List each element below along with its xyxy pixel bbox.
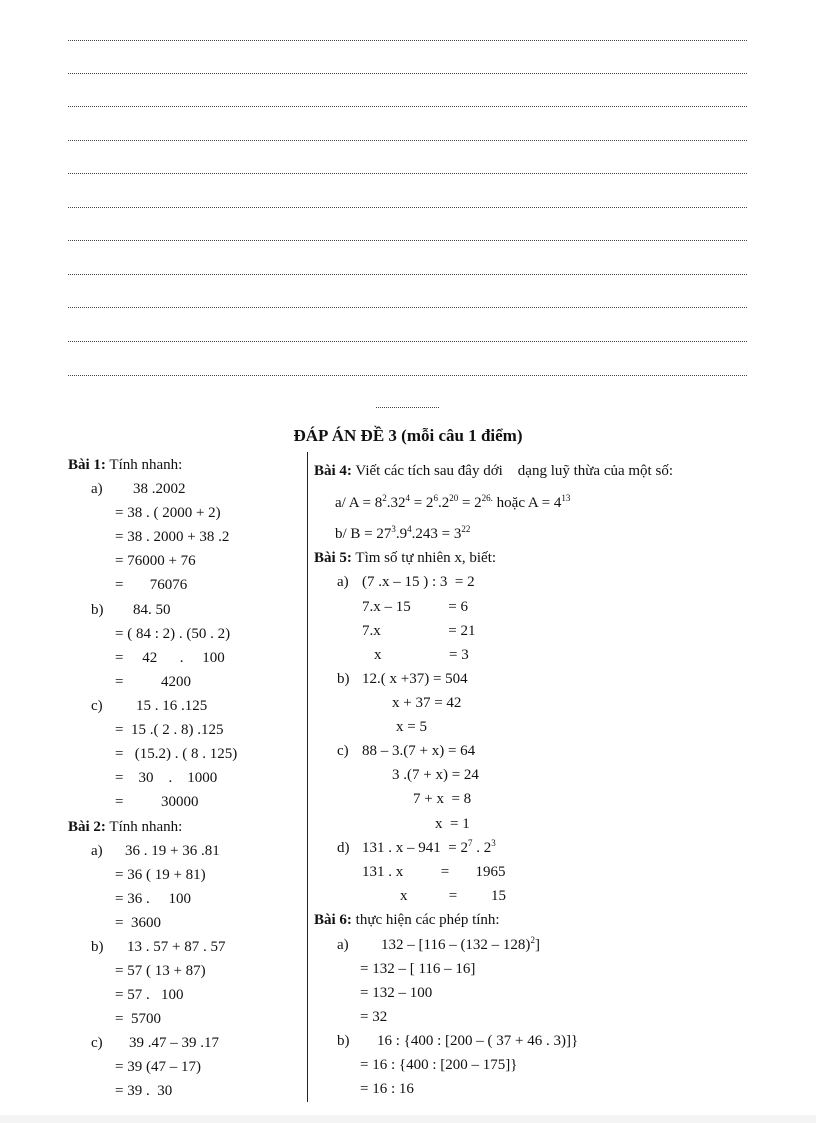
c2-step1: = 39 (47 – 17) (115, 1059, 201, 1075)
d5-label: d) (337, 840, 350, 856)
d5-step1: 131 . x = 1965 (362, 864, 506, 880)
dotted-line (68, 40, 747, 41)
bai4-label: Bài 4: (314, 463, 352, 479)
c5-step2: 7 + x = 8 (413, 791, 472, 807)
bai5-text: Tìm số tự nhiên x, biết: (355, 550, 497, 566)
column-divider (307, 452, 308, 1102)
a6-step3: = 32 (360, 1009, 388, 1025)
a5-label: a) (337, 574, 349, 590)
dotted-line (68, 274, 747, 275)
b5-step1: x + 37 = 42 (392, 695, 462, 711)
a-label: a) (91, 481, 103, 497)
a6-step2: = 132 – 100 (360, 985, 433, 1001)
c5-label: c) (337, 743, 349, 759)
dotted-line (68, 173, 747, 174)
d5-expr: 131 . $x - 941 = 2^7$ . $2^3$ (362, 838, 496, 856)
a-step3: = 76000 + 76 (115, 553, 196, 569)
d5-step2: x = 15 (400, 888, 506, 904)
b-step2: = 42 . 100 (115, 650, 225, 666)
bai4-text: Viết các tích sau đây dới dạng luỹ thừa của một số: (355, 463, 673, 479)
a5-expr: (7 .x – 15 ) : 3 = 2 (362, 574, 475, 590)
b2-label: b) (91, 939, 104, 955)
c-expr: 15 . 16 .125 (136, 698, 208, 714)
dotted-line (68, 207, 747, 208)
dotted-line (68, 73, 747, 74)
page-bottom-edge (0, 1115, 816, 1123)
a6-label: a) (337, 937, 349, 953)
dotted-line (68, 375, 747, 376)
bai2-text: Tính nhanh: (109, 819, 183, 835)
c-step2: = (15.2) . ( 8 . 125) (115, 746, 238, 762)
c-label: c) (91, 698, 103, 714)
c5-step3: x = 1 (435, 816, 470, 832)
dotted-line (68, 140, 747, 141)
bai6-label: Bài 6: (314, 912, 352, 928)
a5-step3: x = 3 (374, 647, 469, 663)
a6-expr: 132 – [116 – (132 – 128)$^2$] (381, 935, 540, 953)
b6-expr: 16 : {400 : [200 – ( 37 + 46 . 3)]} (377, 1033, 579, 1049)
c5-expr: 88 – 3.(7 + x) = 64 (362, 743, 476, 759)
c-step3: = 30 . 1000 (115, 770, 218, 786)
c2-label: c) (91, 1035, 103, 1051)
bai5-heading (314, 549, 496, 567)
a2-step1: = 36 ( 19 + 81) (115, 867, 206, 883)
c2-step2: = 39 . 30 (115, 1083, 173, 1099)
a6-step1: = 132 – [ 116 – 16] (360, 961, 476, 977)
a-step4: = 76076 (115, 577, 188, 593)
b-label: b) (91, 602, 104, 618)
b-step1: = ( 84 : 2) . (50 . 2) (115, 626, 231, 642)
b5-expr: 12.( x +37) = 504 (362, 671, 468, 687)
b5-label: b) (337, 671, 350, 687)
c-step1: = 15 .( 2 . 8) .125 (115, 722, 224, 738)
b6-step1: = 16 : {400 : [200 – 175]} (360, 1057, 518, 1073)
c5-step1: 3 .(7 + x) = 24 (392, 767, 479, 783)
b5-step2: x = 5 (396, 719, 427, 735)
b-step3: = 4200 (115, 674, 191, 690)
bai6-heading (314, 911, 500, 929)
answer-title: ĐÁP ÁN ĐỀ 3 (mỗi câu 1 điểm) (293, 426, 523, 445)
b6-label: b) (337, 1033, 350, 1049)
bai2-heading (68, 818, 182, 836)
b-expr: 84. 50 (133, 602, 171, 618)
bai5-label: Bài 5: (314, 550, 352, 566)
dotted-line (68, 106, 747, 107)
a-expr: 38 .2002 (133, 481, 186, 497)
bai4-heading (314, 462, 673, 480)
a-step1: = 38 . ( 2000 + 2) (115, 505, 221, 521)
a-step2: = 38 . 2000 + 38 .2 (115, 529, 230, 545)
a2-expr: 36 . 19 + 36 .81 (125, 843, 220, 859)
a5-step2: 7.x = 21 (362, 623, 476, 639)
c2-expr: 39 .47 – 39 .17 (129, 1035, 219, 1051)
b2-step3: = 5700 (115, 1011, 161, 1027)
bai6-text: thực hiện các phép tính: (355, 912, 500, 928)
bai2-label: Bài 2: (68, 819, 106, 835)
a5-step1: 7.x – 15 = 6 (362, 599, 468, 615)
dotted-line (68, 307, 747, 308)
bai1-heading (68, 456, 182, 474)
a2-step2: = 36 . 100 (115, 891, 191, 907)
c-step4: = 30000 (115, 794, 199, 810)
bai4-a: a/ $A = 8^2.32^4 = 2^6.2^{20} = 2^{26.}$ hoặc $A = 4^{13}$ (335, 493, 571, 511)
b2-expr: 13 . 57 + 87 . 57 (127, 939, 226, 955)
bai4-b: b/ $B = 27^3.9^4.243 = 3^{22}$ (335, 524, 471, 542)
dotted-line (68, 341, 747, 342)
bai1-text: Tính nhanh: (109, 457, 183, 473)
b6-step2: = 16 : 16 (360, 1081, 414, 1097)
dotted-line (68, 240, 747, 241)
separator-dots (376, 407, 439, 408)
b2-step1: = 57 ( 13 + 87) (115, 963, 206, 979)
b2-step2: = 57 . 100 (115, 987, 184, 1003)
a2-label: a) (91, 843, 103, 859)
bai1-label: Bài 1: (68, 457, 106, 473)
a2-step3: = 3600 (115, 915, 161, 931)
